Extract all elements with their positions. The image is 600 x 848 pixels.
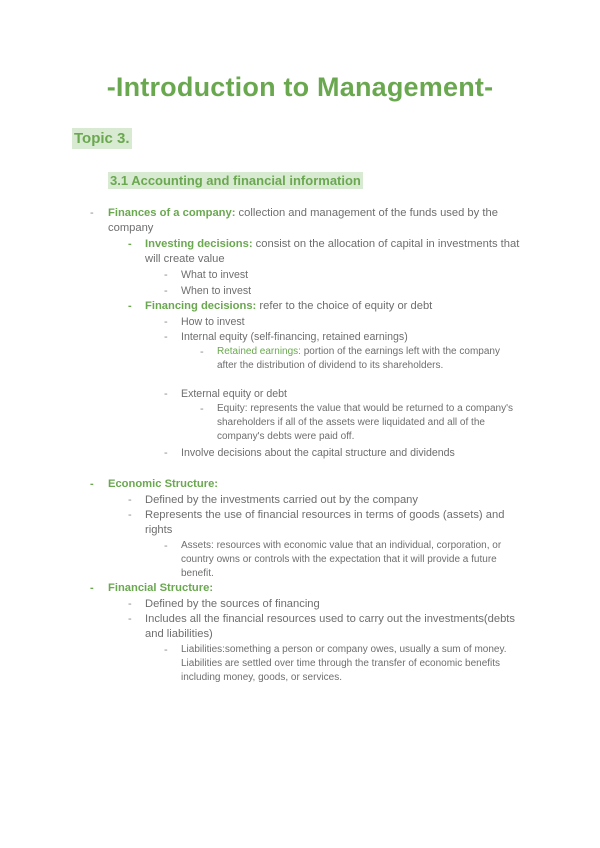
list-item-economic: [108, 477, 528, 492]
economic-label: Economic Structure:: [108, 478, 219, 490]
bullet-dash: -: [128, 613, 132, 625]
list-item: External equity or debt: [181, 388, 287, 400]
list-item-assets: Assets: resources with economic value that an individual, corporation, or country owns or controls with the expectation that it will provide a future benefit.: [181, 540, 502, 579]
list-item: Defined by the sources of financing: [145, 598, 320, 610]
list-item: Includes all the financial resources used to carry out the investments(debts and liabilities): [145, 613, 516, 640]
list-item-financing: [145, 299, 530, 314]
list-item-finances: [108, 206, 528, 236]
finances-label: Finances of a company:: [108, 207, 236, 219]
list-item-equity: Equity: represents the value that would be returned to a company's shareholders if all of the assets were liquidated and all of the company's debts were paid off.: [217, 403, 513, 442]
list-item: When to invest: [181, 285, 252, 297]
bullet-dash: -: [164, 447, 168, 459]
topic-heading: Topic 3.: [74, 130, 130, 147]
bullet-dash: -: [164, 540, 168, 552]
list-item-retained: [217, 345, 522, 373]
financing-label: Financing decisions:: [145, 300, 257, 312]
financial-label: Financial Structure:: [108, 582, 214, 594]
bullet-dash: -: [164, 285, 168, 297]
investing-label: Investing decisions:: [145, 238, 253, 250]
bullet-dash: -: [90, 207, 94, 219]
bullet-dash: -: [164, 269, 168, 281]
retained-label: Retained earnings:: [217, 346, 301, 357]
investing-text: consist on the allocation of capital in investments that will create value: [145, 238, 520, 265]
list-item-investing: [145, 237, 530, 267]
bullet-dash: -: [128, 300, 132, 312]
section-heading: 3.1 Accounting and financial information: [110, 173, 361, 188]
finances-text: collection and management of the funds used by the company: [108, 207, 498, 234]
list-item: Represents the use of financial resources in terms of goods (assets) and rights: [145, 509, 505, 536]
bullet-dash: -: [128, 598, 132, 610]
bullet-dash: -: [90, 478, 94, 490]
bullet-dash: -: [128, 238, 132, 250]
bullet-dash: -: [128, 509, 132, 521]
list-item: Internal equity (self-financing, retained earnings): [181, 331, 408, 343]
bullet-dash: -: [200, 403, 204, 415]
list-item-liabilities: Liabilities:something a person or company owes, usually a sum of money. Liabilities are settled over time through the transfer of economic benefits including money, goods, or services.: [181, 644, 507, 683]
bullet-dash: -: [164, 331, 168, 343]
retained-text: portion of the earnings left with the company after the distribution of dividend to its shareholders.: [217, 346, 500, 371]
bullet-dash: -: [90, 582, 94, 594]
bullet-dash: -: [128, 494, 132, 506]
list-item: Defined by the investments carried out by the company: [145, 494, 418, 506]
list-item: Involve decisions about the capital structure and dividends: [181, 447, 455, 459]
list-item-financial: [108, 581, 528, 596]
list-item: How to invest: [181, 316, 245, 328]
bullet-dash: -: [164, 388, 168, 400]
bullet-dash: -: [200, 346, 204, 358]
list-item: What to invest: [181, 269, 249, 281]
page-title: -Introduction to Management-: [106, 72, 494, 102]
bullet-dash: -: [164, 644, 168, 656]
financing-text: refer to the choice of equity or debt: [256, 300, 433, 312]
bullet-dash: -: [164, 316, 168, 328]
